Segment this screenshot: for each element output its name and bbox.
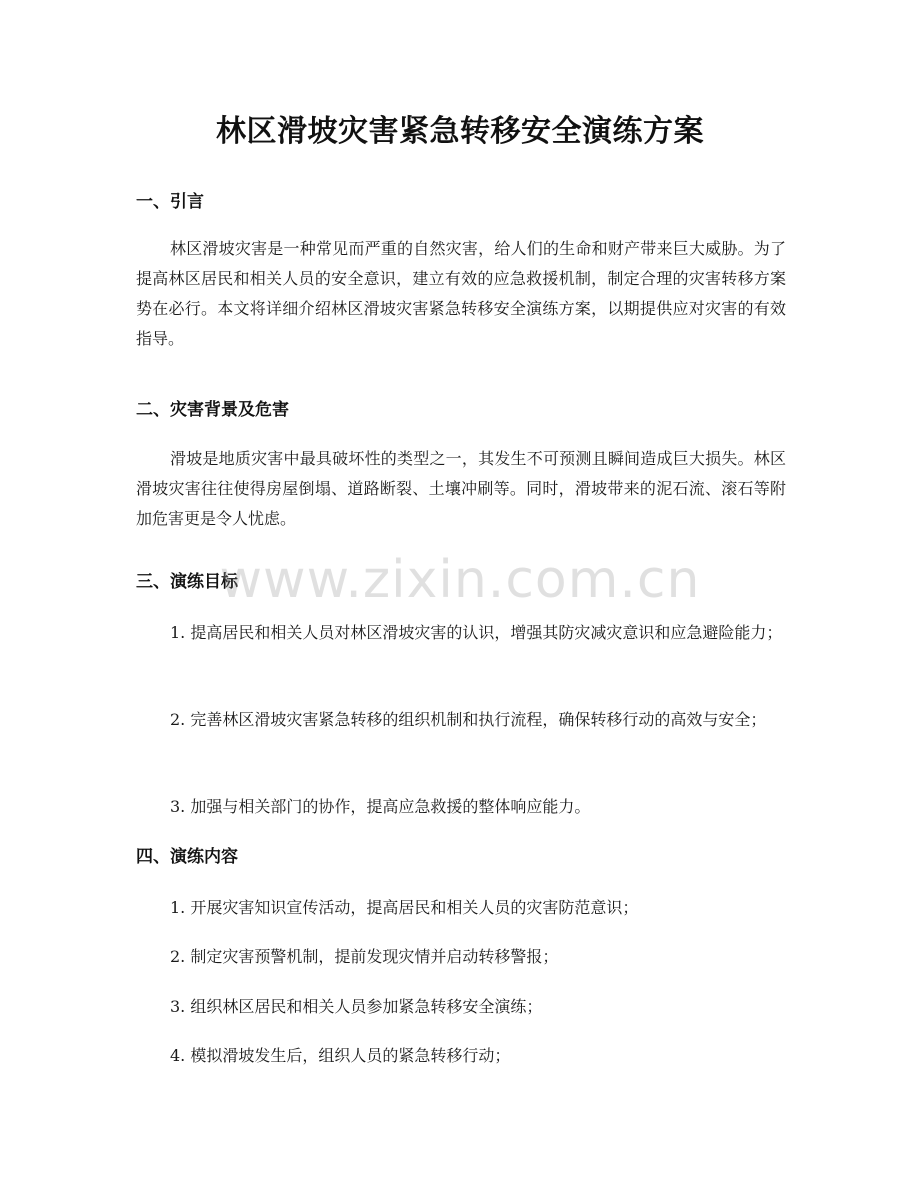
section-heading-background: 二、灾害背景及危害 [136, 400, 289, 420]
section-introduction-paragraph: 林区滑坡灾害是一种常见而严重的自然灾害，给人们的生命和财产带来巨大威胁。为了提高林区居民和相关人员的安全意识，建立有效的应急救援机制，制定合理的灾害转移方案势在必行。本文将详细介绍林区滑坡灾害紧急转移安全演练方案，以期提供应对灾害的有效指导。 [136, 239, 786, 348]
section-heading-introduction: 一、引言 [136, 192, 204, 212]
watermark-text: www.zixin.com.cn [219, 550, 701, 610]
content-list-item: 1. 开展灾害知识宣传活动，提高居民和相关人员的灾害防范意识； [170, 898, 639, 917]
goal-list-item: 1. 提高居民和相关人员对林区滑坡灾害的认识，增强其防灾减灾意识和应急避险能力； [170, 623, 783, 642]
section-background-paragraph: 滑坡是地质灾害中最具破坏性的类型之一，其发生不可预测且瞬间造成巨大损失。林区滑坡灾害往往使得房屋倒塌、道路断裂、土壤冲刷等。同时，滑坡带来的泥石流、滚石等附加危害更是令人忧虑。 [136, 449, 786, 528]
content-list-item: 3. 组织林区居民和相关人员参加紧急转移安全演练； [170, 997, 543, 1016]
section-heading-content: 四、演练内容 [136, 847, 238, 867]
goal-list-item: 3. 加强与相关部门的协作，提高应急救援的整体响应能力。 [170, 797, 591, 816]
section-heading-goals: 三、演练目标 [136, 572, 238, 592]
goal-list-item: 2. 完善林区滑坡灾害紧急转移的组织机制和执行流程，确保转移行动的高效与安全； [170, 710, 767, 729]
content-list-item: 2. 制定灾害预警机制，提前发现灾情并启动转移警报； [170, 947, 559, 966]
document-title: 林区滑坡灾害紧急转移安全演练方案 [216, 114, 704, 149]
content-list-item: 4. 模拟滑坡发生后，组织人员的紧急转移行动； [170, 1046, 511, 1065]
